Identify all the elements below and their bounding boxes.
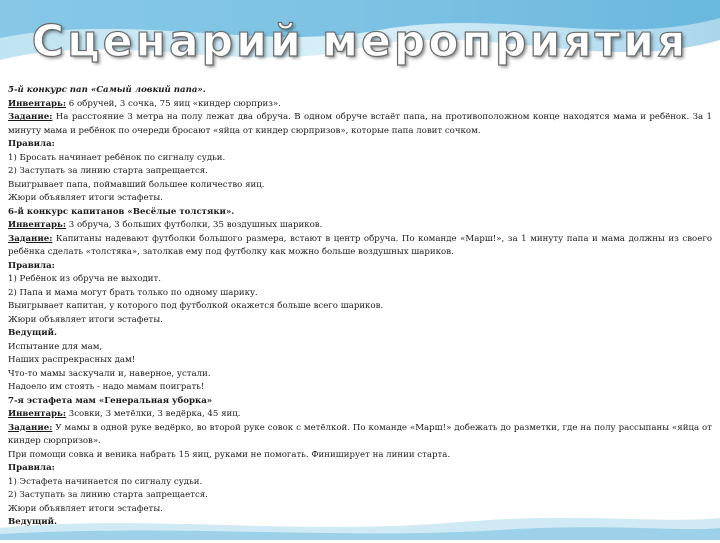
text-line: 2) Заступать за линию старта запрещается. [8, 489, 712, 503]
contest-heading: 6-й конкурс капитанов «Весёлые толстяки». [8, 206, 712, 220]
text-line: 1) Бросать начинает ребёнок по сигналу судьи. [8, 152, 712, 166]
text-line: 2) Папа и мама могут брать только по одному шарику. [8, 287, 712, 301]
page-title: Сценарий мероприятия [0, 16, 720, 67]
text-line: При помощи совка и веника набрать 15 яиц, руками не помогать. Финиширует на линии старта. [8, 449, 712, 463]
text-line: 1) Ребёнок из обруча не выходит. [8, 273, 712, 287]
task-paragraph: Задание: Капитаны надевают футболки большого размера, встают в центр обруча. По команде «Марш!», за 1 минуту папа и мама должны из своего ребёнка сделать «толстяка», затолкав ему под футболку как можно больше воздушных шариков. [8, 233, 712, 260]
host-heading: Ведущий. [8, 327, 712, 341]
contest-heading: 5-й конкурс пап «Самый ловкий папа». [8, 84, 712, 98]
inventory-line: Инвентарь: 3совки, 3 метёлки, 3 ведёрка, 45 яиц. [8, 408, 712, 422]
poem-line: Что-то мамы заскучали и, наверное, устали. [8, 368, 712, 382]
text-line: Жюри объявляет итоги эстафеты. [8, 314, 712, 328]
text-line: Жюри объявляет итоги эстафеты. [8, 503, 712, 517]
task-paragraph: Задание: На расстояние 3 метра на полу лежат два обруча. В одном обруче встаёт папа, на противоположном конце находятся мама и ребёнок. За 1 минуту мама и ребёнок по очереди бросают «яйца от киндер сюрпризов», которые папа ловит сочком. [8, 111, 712, 138]
bottom-wave-decoration [0, 510, 720, 540]
poem-line: Испытание для мам, [8, 341, 712, 355]
rules-heading: Правила: [8, 138, 712, 152]
inventory-line: Инвентарь: 3 обруча, 3 больших футболки, 35 воздушных шариков. [8, 219, 712, 233]
inventory-line: Инвентарь: 6 обручей, 3 сочка, 75 яиц «киндер сюрприз». [8, 98, 712, 112]
text-line: 1) Эстафета начинается по сигналу судьи. [8, 476, 712, 490]
host-heading: Ведущий. [8, 516, 712, 530]
rules-heading: Правила: [8, 260, 712, 274]
text-line: Выигрывает папа, поймавший большее количество яиц. [8, 179, 712, 193]
text-line: Выигрывает капитан, у которого под футболкой окажется больше всего шариков. [8, 300, 712, 314]
text-line: Жюри объявляет итоги эстафеты. [8, 192, 712, 206]
rules-heading: Правила: [8, 462, 712, 476]
poem-line: Надоело им стоять - надо мамам поиграть! [8, 381, 712, 395]
text-line: 2) Заступать за линию старта запрещается. [8, 165, 712, 179]
task-paragraph: Задание: У мамы в одной руке ведёрко, во второй руке совок с метёлкой. По команде «Марш!» добежать до разметки, где на полу рассыпаны «яйца от киндер сюрпризов». [8, 422, 712, 449]
poem-line: Наших распрекрасных дам! [8, 354, 712, 368]
contest-heading: 7-я эстафета мам «Генеральная уборка» [8, 395, 712, 409]
document-body [8, 84, 712, 543]
